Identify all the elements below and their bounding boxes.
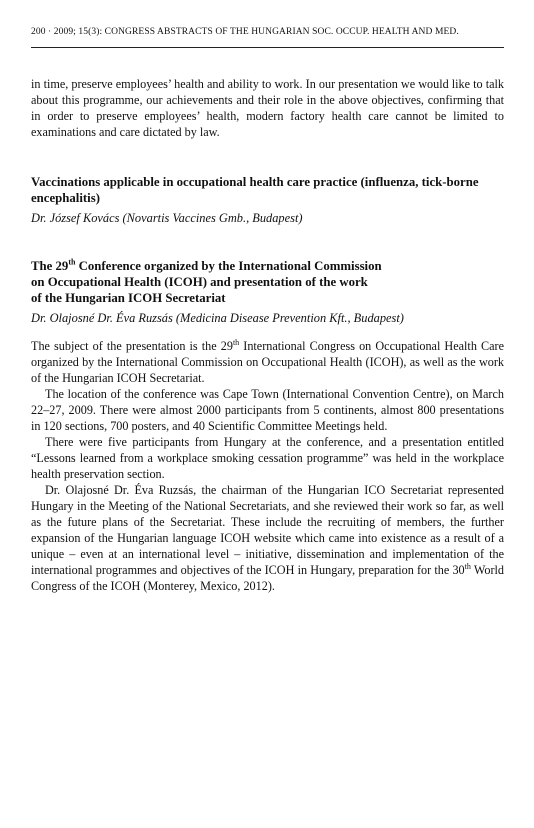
spacer — [31, 140, 504, 174]
body-paragraph — [31, 482, 504, 594]
title-text: The 29 — [31, 259, 69, 273]
abstract-title: Vaccinations applicable in occupational health care practice (influenza, tick-borne encephalitis) — [31, 175, 479, 205]
abstract-icoh-conference — [31, 258, 504, 594]
body-paragraph — [31, 338, 504, 386]
ordinal-suffix: th — [464, 561, 471, 571]
paragraph-text: Dr. Olajosné Dr. Éva Ruzsás, the chairman of the Hungarian ICO Secretariat represented Hungary in the Meeting of the National Secretariats, and she reviewed their work so far, as well as the future plans of the Secretariat. These include the recruiting of members, the further expansion of the Hungarian language ICOH website which came into existence as a result of a unique – even at an international level – initiative, dissemination and implementation of the international programmes and objectives of the ICOH in Hungary, preparation for the 30 — [31, 483, 504, 577]
body-paragraph: There were five participants from Hungary at the conference, and a presentation entitled “Lessons learned from a workplace smoking cessation programme” was held in the workplace health preservation section. — [31, 435, 504, 481]
abstract-author: Dr. Olajosné Dr. Éva Ruzsás (Medicina Disease Prevention Kft., Budapest) — [31, 311, 404, 325]
page-content — [31, 76, 504, 594]
ordinal-suffix: th — [68, 257, 76, 267]
paragraph-text: The subject of the presentation is the 29 — [31, 339, 233, 353]
title-text: Conference organized by the International Commission — [75, 259, 382, 273]
body-paragraph: The location of the conference was Cape Town (International Convention Centre), on March 22–27, 2009. There were almost 2000 participants from 5 continents, almost 800 presentations in 120 sections, 700 posters, and 40 Scientific Committee Meetings held. — [31, 387, 504, 433]
paragraph-text: International Congress on Occupational Health Care organized by the International Commission on Occupational Health (ICOH), as well as the work of the Hungarian ICOH Secretariat. — [31, 339, 505, 385]
abstract-author: Dr. József Kovács (Novartis Vaccines Gmb., Budapest) — [31, 211, 303, 225]
spacer — [31, 326, 504, 338]
running-header: 200 · 2009; 15(3): CONGRESS ABSTRACTS OF THE HUNGARIAN SOC. OCCUP. HEALTH AND MED. — [31, 27, 459, 37]
abstract-title — [31, 258, 504, 306]
title-text: of the Hungarian ICOH Secretariat — [31, 291, 226, 305]
title-text: on Occupational Health (ICOH) and presentation of the work — [31, 275, 368, 289]
spacer — [31, 226, 504, 258]
intro-paragraph: in time, preserve employees’ health and ability to work. In our presentation we would like to talk about this programme, our achievements and their role in the above objectives, confirming that in order to preserve employees’ health, modern factory health care cannot be limited to examinations and care dictated by law. — [31, 77, 504, 139]
paragraph-text: World Congress of the ICOH (Monterey, Mexico, 2012). — [31, 563, 504, 593]
ordinal-suffix: th — [232, 337, 240, 347]
abstract-vaccinations — [31, 174, 504, 226]
header-rule — [31, 47, 504, 48]
